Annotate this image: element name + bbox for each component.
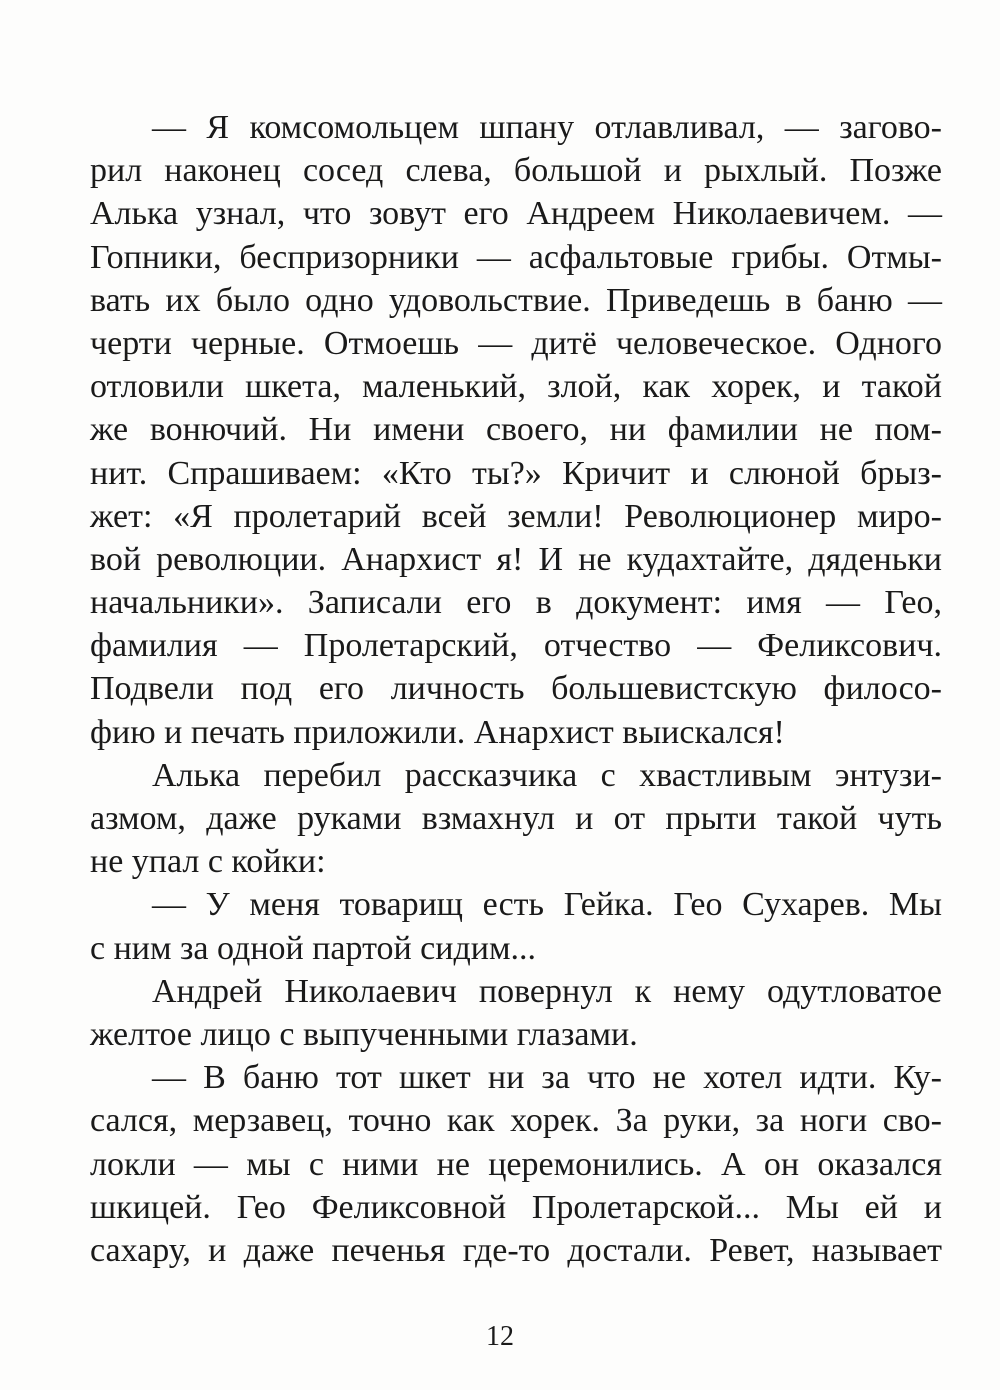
text-line: отловили шкета, маленький, злой, как хорек, и такой <box>90 368 942 406</box>
text-line: черти черные. Отмоешь — дитё человеческое. Одного <box>90 324 942 362</box>
text-line: фамилия — Пролетарский, отчество — Феликсович. <box>90 627 942 665</box>
text-line: же вонючий. Ни имени своего, ни фамилии не пом- <box>90 411 942 449</box>
text-line: Андрей Николаевич повернул к нему одутловатое <box>152 972 942 1010</box>
text-line: Подвели под его личность большевистскую филосо- <box>90 670 942 708</box>
body-text <box>90 106 942 1272</box>
text-line: — Я комсомольцем шпану отлавливал, — загово- <box>152 109 942 146</box>
text-line: сахару, и даже печенья где-то достали. Ревет, называет <box>90 1231 942 1269</box>
text-line: сался, мерзавец, точно как хорек. За руки, за ноги сво- <box>90 1102 942 1140</box>
text-line: — В баню тот шкет ни за что не хотел идти. Ку- <box>152 1059 942 1097</box>
text-line: желтое лицо с выпученными глазами. <box>90 1015 638 1053</box>
text-line: с ним за одной партой сидим... <box>90 929 536 967</box>
text-line: начальники». Записали его в документ: имя — Гео, <box>90 584 942 622</box>
text-line: азмом, даже руками взмахнул и от прыти такой чуть <box>90 800 942 837</box>
text-line: нит. Спрашиваем: «Кто ты?» Кричит и слюной брыз- <box>90 454 942 492</box>
text-line: не упал с койки: <box>90 843 326 881</box>
text-line: Алька узнал, что зовут его Андреем Николаевичем. — <box>90 195 942 233</box>
text-line: локли — мы с ними не церемонились. А он оказался <box>90 1145 942 1183</box>
text-line: вой революции. Анархист я! И не кудахтайте, дяденьки <box>90 540 942 578</box>
text-line: фию и печать приложили. Анархист выискался! <box>90 713 785 751</box>
text-line: жет: «Я пролетарий всей земли! Революционер миро- <box>90 497 942 535</box>
text-line: шкицей. Гео Феликсовной Пролетарской... Мы ей и <box>90 1188 942 1226</box>
text-line: — У меня товарищ есть Гейка. Гео Сухарев. Мы <box>152 886 942 924</box>
text-line: Гопники, беспризорники — асфальтовые грибы. Отмы- <box>90 238 942 276</box>
text-line: Алька перебил рассказчика с хвастливым энтузи- <box>152 756 942 794</box>
text-line: вать их было одно удовольствие. Приведешь в баню — <box>90 281 942 319</box>
page-number: 12 <box>486 1321 514 1352</box>
text-line: рил наконец сосед слева, большой и рыхлый. Позже <box>90 152 942 190</box>
